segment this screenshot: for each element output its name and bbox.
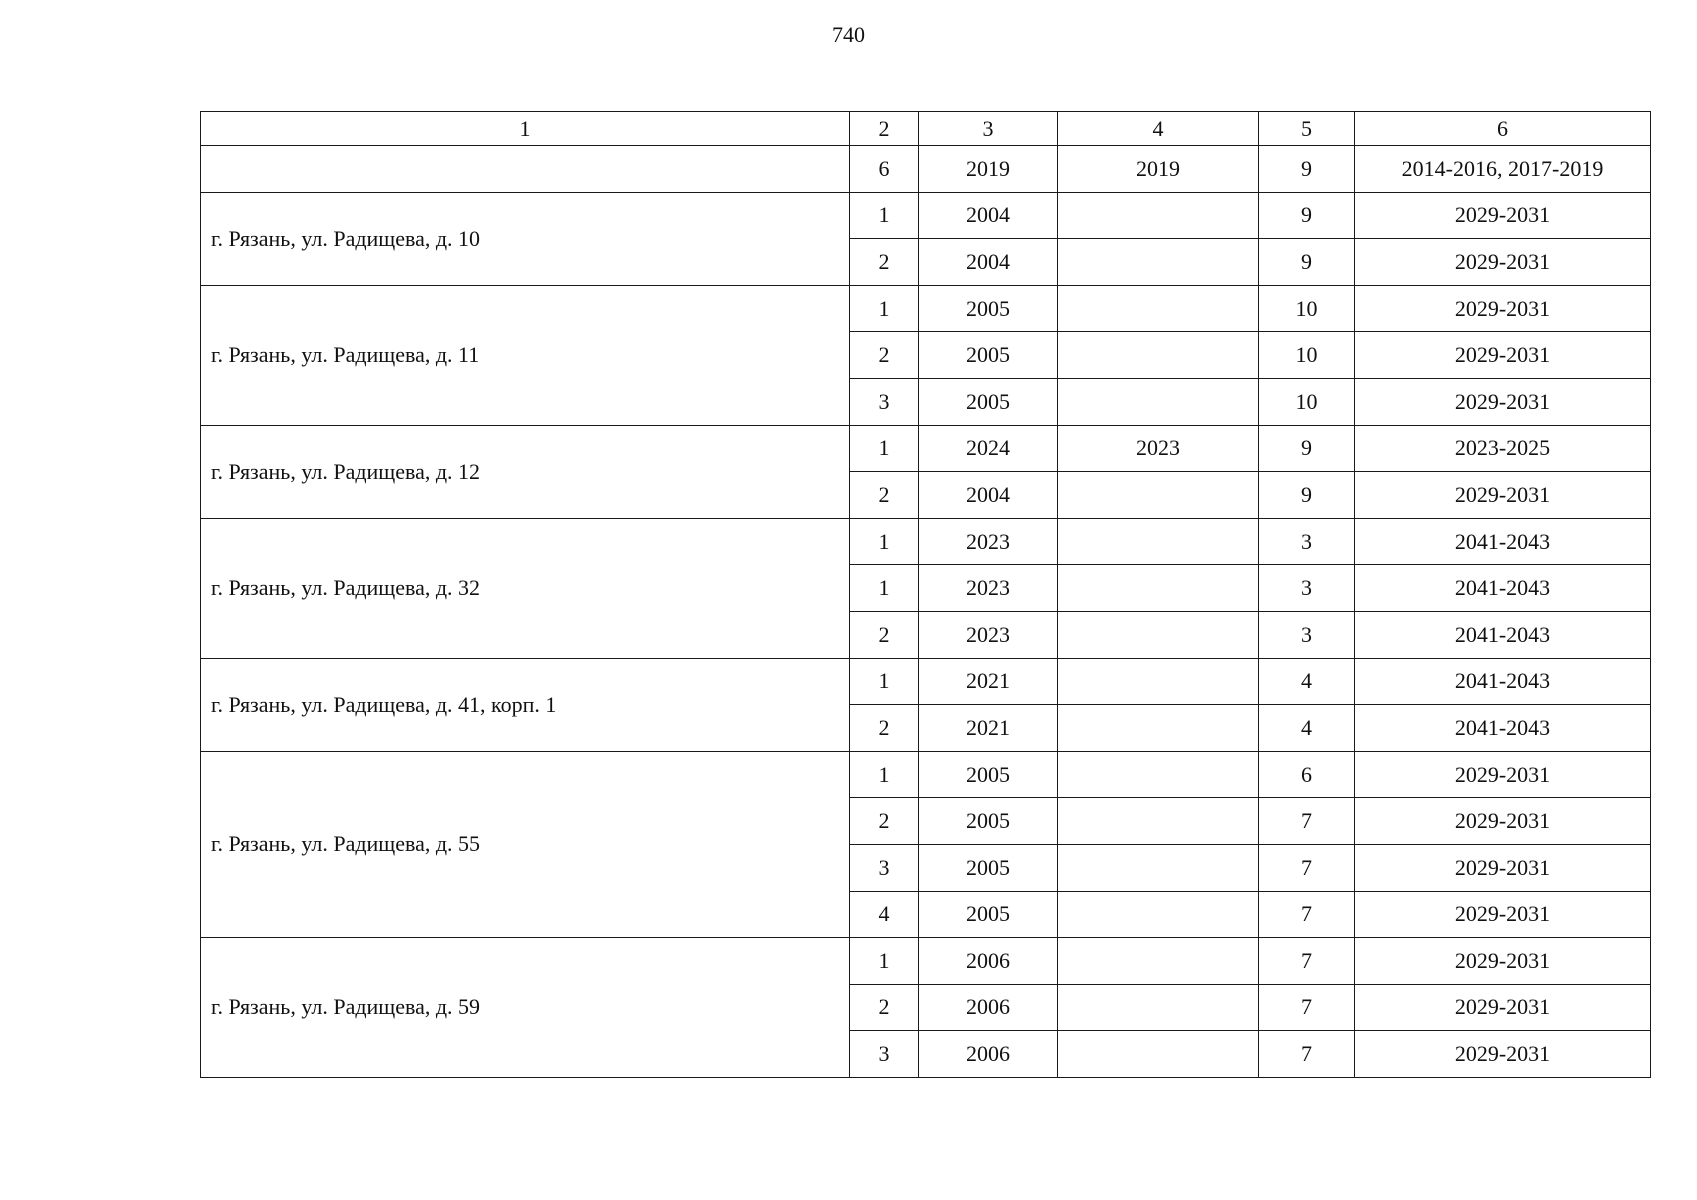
year-built-cell: 2005: [919, 378, 1058, 425]
year-repair-cell: [1058, 378, 1259, 425]
year-built-cell: 2021: [919, 658, 1058, 705]
address-cell: г. Рязань, ул. Радищева, д. 11: [201, 285, 850, 425]
column-header: 2: [850, 112, 919, 146]
period-cell: 2029-2031: [1355, 239, 1651, 286]
period-cell: 2029-2031: [1355, 751, 1651, 798]
value-cell: 4: [1259, 658, 1355, 705]
column-header: 4: [1058, 112, 1259, 146]
year-built-cell: 2004: [919, 239, 1058, 286]
table-row: [201, 938, 1651, 985]
year-repair-cell: [1058, 891, 1259, 938]
number-cell: 1: [850, 518, 919, 565]
table-row: [201, 425, 1651, 472]
year-repair-cell: [1058, 751, 1259, 798]
period-cell: 2029-2031: [1355, 192, 1651, 239]
value-cell: 9: [1259, 472, 1355, 519]
address-cell: г. Рязань, ул. Радищева, д. 12: [201, 425, 850, 518]
number-cell: 4: [850, 891, 919, 938]
value-cell: 7: [1259, 984, 1355, 1031]
number-cell: 1: [850, 192, 919, 239]
year-built-cell: 2023: [919, 565, 1058, 612]
year-built-cell: 2021: [919, 705, 1058, 752]
year-repair-cell: [1058, 798, 1259, 845]
address-cell: г. Рязань, ул. Радищева, д. 55: [201, 751, 850, 937]
period-cell: 2041-2043: [1355, 705, 1651, 752]
value-cell: 3: [1259, 611, 1355, 658]
year-built-cell: 2006: [919, 938, 1058, 985]
number-cell: 1: [850, 425, 919, 472]
year-built-cell: 2005: [919, 844, 1058, 891]
year-repair-cell: [1058, 984, 1259, 1031]
value-cell: 3: [1259, 565, 1355, 612]
number-cell: 1: [850, 658, 919, 705]
year-repair-cell: [1058, 518, 1259, 565]
year-built-cell: 2004: [919, 192, 1058, 239]
column-header: 1: [201, 112, 850, 146]
value-cell: 6: [1259, 751, 1355, 798]
value-cell: 9: [1259, 425, 1355, 472]
number-cell: 2: [850, 611, 919, 658]
address-cell: г. Рязань, ул. Радищева, д. 32: [201, 518, 850, 658]
year-built-cell: 2005: [919, 751, 1058, 798]
year-built-cell: 2019: [919, 146, 1058, 193]
year-built-cell: 2006: [919, 984, 1058, 1031]
value-cell: 9: [1259, 192, 1355, 239]
year-built-cell: 2023: [919, 611, 1058, 658]
number-cell: 1: [850, 938, 919, 985]
year-repair-cell: [1058, 472, 1259, 519]
year-built-cell: 2004: [919, 472, 1058, 519]
period-cell: 2041-2043: [1355, 518, 1651, 565]
value-cell: 7: [1259, 938, 1355, 985]
value-cell: 7: [1259, 844, 1355, 891]
address-cell: [201, 146, 850, 193]
year-repair-cell: [1058, 285, 1259, 332]
address-cell: г. Рязань, ул. Радищева, д. 41, корп. 1: [201, 658, 850, 751]
year-repair-cell: [1058, 938, 1259, 985]
number-cell: 2: [850, 798, 919, 845]
table-body: [201, 112, 1651, 1078]
value-cell: 10: [1259, 332, 1355, 379]
period-cell: 2029-2031: [1355, 285, 1651, 332]
summary-row: [201, 146, 1651, 193]
year-built-cell: 2005: [919, 798, 1058, 845]
year-repair-cell: [1058, 611, 1259, 658]
period-cell: 2029-2031: [1355, 332, 1651, 379]
value-cell: 7: [1259, 798, 1355, 845]
table-row: [201, 285, 1651, 332]
address-cell: г. Рязань, ул. Радищева, д. 10: [201, 192, 850, 285]
year-built-cell: 2005: [919, 891, 1058, 938]
number-cell: 2: [850, 332, 919, 379]
year-repair-cell: [1058, 239, 1259, 286]
number-cell: 1: [850, 751, 919, 798]
table-row: [201, 751, 1651, 798]
year-repair-cell: [1058, 565, 1259, 612]
number-cell: 6: [850, 146, 919, 193]
number-cell: 3: [850, 378, 919, 425]
period-cell: 2041-2043: [1355, 611, 1651, 658]
year-built-cell: 2006: [919, 1031, 1058, 1078]
period-cell: 2029-2031: [1355, 891, 1651, 938]
year-repair-cell: [1058, 658, 1259, 705]
value-cell: 3: [1259, 518, 1355, 565]
table-row: [201, 192, 1651, 239]
year-repair-cell: [1058, 705, 1259, 752]
year-built-cell: 2005: [919, 332, 1058, 379]
period-cell: 2029-2031: [1355, 378, 1651, 425]
period-cell: 2029-2031: [1355, 844, 1651, 891]
column-header: 3: [919, 112, 1058, 146]
year-repair-cell: [1058, 192, 1259, 239]
year-repair-cell: [1058, 332, 1259, 379]
value-cell: 9: [1259, 239, 1355, 286]
number-cell: 2: [850, 239, 919, 286]
value-cell: 7: [1259, 891, 1355, 938]
year-repair-cell: 2023: [1058, 425, 1259, 472]
year-repair-cell: [1058, 844, 1259, 891]
period-cell: 2041-2043: [1355, 658, 1651, 705]
value-cell: 7: [1259, 1031, 1355, 1078]
period-cell: 2023-2025: [1355, 425, 1651, 472]
period-cell: 2029-2031: [1355, 472, 1651, 519]
number-cell: 1: [850, 285, 919, 332]
value-cell: 10: [1259, 378, 1355, 425]
value-cell: 10: [1259, 285, 1355, 332]
address-cell: г. Рязань, ул. Радищева, д. 59: [201, 938, 850, 1078]
value-cell: 4: [1259, 705, 1355, 752]
period-cell: 2041-2043: [1355, 565, 1651, 612]
year-built-cell: 2024: [919, 425, 1058, 472]
period-cell: 2014-2016, 2017-2019: [1355, 146, 1651, 193]
column-header: 6: [1355, 112, 1651, 146]
year-built-cell: 2023: [919, 518, 1058, 565]
number-cell: 2: [850, 472, 919, 519]
number-cell: 3: [850, 1031, 919, 1078]
column-number-row: [201, 112, 1651, 146]
period-cell: 2029-2031: [1355, 798, 1651, 845]
page-number: 740: [832, 22, 865, 47]
year-repair-cell: 2019: [1058, 146, 1259, 193]
year-built-cell: 2005: [919, 285, 1058, 332]
number-cell: 3: [850, 844, 919, 891]
period-cell: 2029-2031: [1355, 984, 1651, 1031]
number-cell: 2: [850, 705, 919, 752]
period-cell: 2029-2031: [1355, 1031, 1651, 1078]
year-repair-cell: [1058, 1031, 1259, 1078]
number-cell: 2: [850, 984, 919, 1031]
table-row: [201, 658, 1651, 705]
period-cell: 2029-2031: [1355, 938, 1651, 985]
schedule-table: [200, 111, 1651, 1078]
table-row: [201, 518, 1651, 565]
number-cell: 1: [850, 565, 919, 612]
column-header: 5: [1259, 112, 1355, 146]
value-cell: 9: [1259, 146, 1355, 193]
